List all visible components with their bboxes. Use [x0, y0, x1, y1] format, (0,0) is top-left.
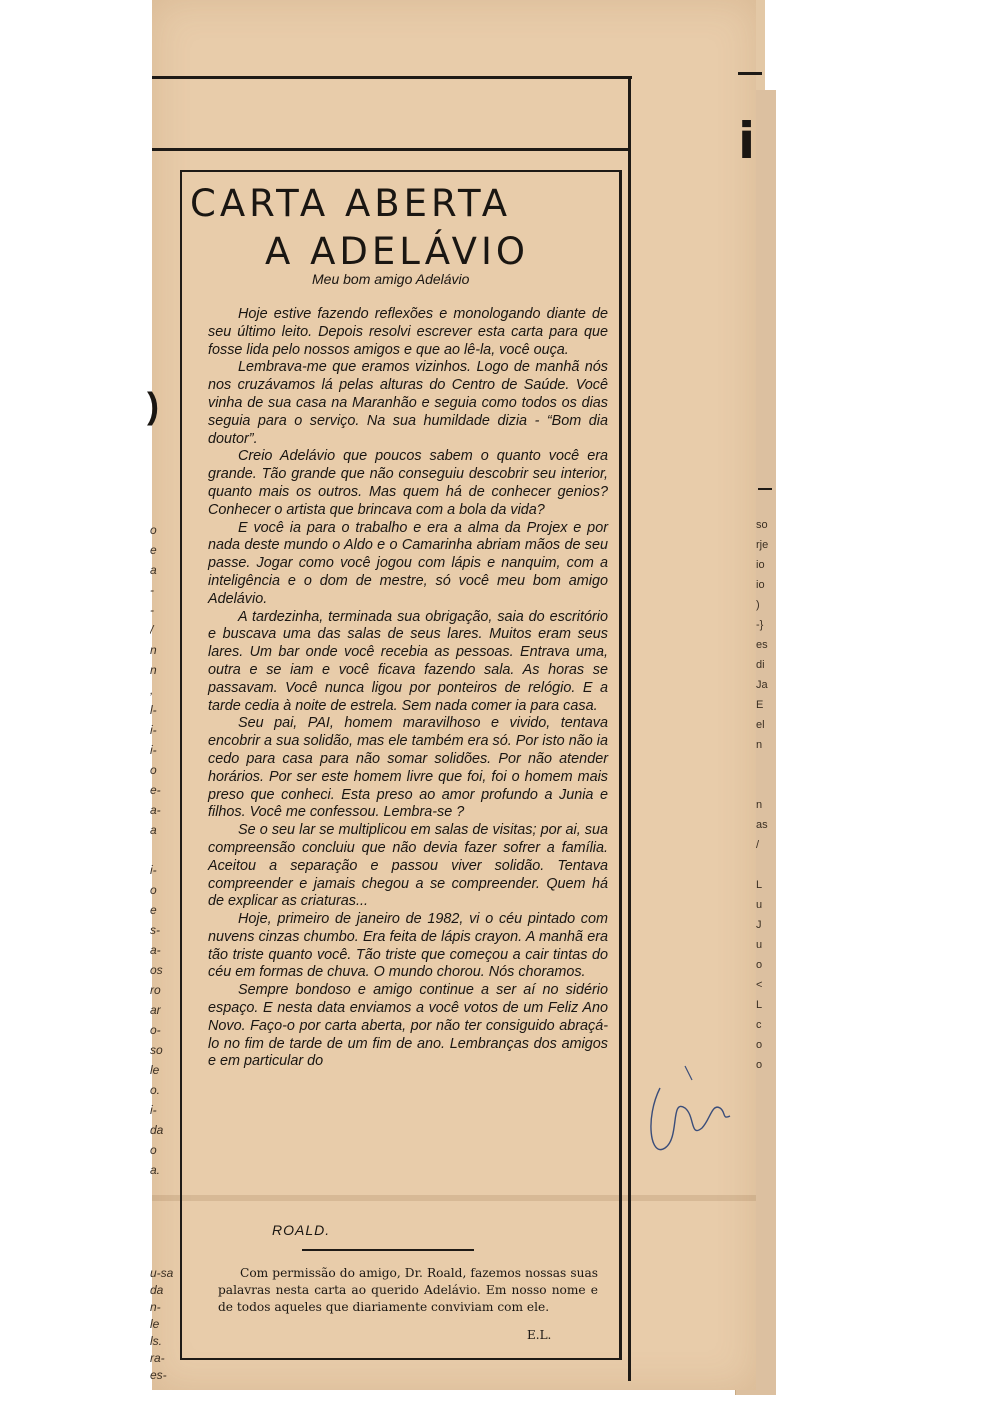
text-fragment: / [756, 839, 760, 851]
text-fragment: io [756, 579, 765, 591]
text-fragment [150, 840, 163, 860]
text-fragment: o [756, 1039, 763, 1051]
text-fragment: a [150, 563, 157, 577]
text-fragment: u-sa [150, 1266, 174, 1280]
text-fragment: o [756, 959, 763, 971]
adjacent-column-glyph: ) [147, 385, 159, 426]
handwritten-scribble [640, 1058, 735, 1168]
text-fragment: a- [150, 803, 161, 817]
text-fragment: el [756, 719, 765, 731]
paragraph: Se o seu lar se multiplicou em salas de visitas; por ai, sua compreensão concluiu que não devia fazer sofrer a família. Aceitou a separação e passou viver solidão. Tentava compreender e jamais chegou a se compreender. Quem há de explicar as criaturas... [208, 822, 608, 910]
text-fragment: es [756, 639, 768, 651]
text-fragment: o [150, 883, 157, 897]
text-fragment: - [150, 603, 154, 617]
paragraph: Hoje estive fazendo reflexões e monologando diante de seu último leito. Depois resolvi escrever esta carta para que fosse lida pelo nossos amigos e que ao lê-la, você ouça. [208, 306, 608, 358]
text-fragment: rje [756, 539, 769, 551]
adjacent-column-fragments-right [756, 515, 768, 1075]
text-fragment: e [150, 543, 157, 557]
text-fragment: u [756, 899, 763, 911]
text-fragment: o [150, 763, 157, 777]
text-fragment: n [150, 663, 157, 677]
text-fragment: J [756, 919, 762, 931]
paragraph: Lembrava-me que eramos vizinhos. Logo de manhã nós nos cruzávamos lá pelas alturas do Centro de Saúde. Você vinha de sua casa na Maranhão e seguia como todos os dias seguia para o serviço. Na sua humildade dizia - “Bom dia doutor”. [208, 359, 608, 447]
text-fragment: Ja [756, 679, 768, 691]
text-fragment: s- [150, 923, 160, 937]
text-fragment: i- [150, 723, 157, 737]
editor-initials: E.L. [527, 1328, 552, 1342]
text-fragment: l- [150, 703, 157, 717]
text-fragment: ra- [150, 1351, 165, 1365]
text-fragment: E [756, 699, 764, 711]
text-fragment: n [756, 799, 763, 811]
text-fragment: < [756, 979, 763, 991]
text-fragment: le [150, 1317, 160, 1331]
column-rule-top [152, 76, 632, 79]
text-fragment: o- [150, 1023, 161, 1037]
signature: ROALD. [272, 1222, 331, 1238]
paragraph: E você ia para o trabalho e era a alma da Projex e por nada deste mundo o Aldo e o Camarinha abriam mãos de seu passe. Jogar como você jogou com lápis e nanquim, com a inteligência e o dom de mestre, só você meu bom amigo Adelávio. [208, 519, 608, 607]
text-fragment: os [150, 963, 163, 977]
column-rule-second [152, 148, 630, 151]
text-fragment: a. [150, 1163, 161, 1177]
text-fragment: i- [150, 743, 157, 757]
column-divider-right [628, 76, 631, 1381]
text-fragment: L [756, 999, 763, 1011]
paragraph: Sempre bondoso e amigo continue a ser aí no sidério espaço. E nesta data enviamos a você votos de um Feliz Ano Novo. Faço-o por carta aberta, por não ter consiguido abraçá-lo no fim de tarde de um fim de ano. Lembranças dos amigos e em particular do [208, 982, 608, 1070]
text-fragment: / [150, 623, 154, 637]
text-fragment: es- [150, 1368, 167, 1382]
text-fragment: so [756, 519, 768, 531]
greeting: Meu bom amigo Adelávio [312, 271, 470, 287]
text-fragment: ) [756, 599, 760, 611]
text-fragment: n [756, 739, 763, 751]
text-fragment: da [150, 1123, 164, 1137]
text-fragment: a- [150, 943, 161, 957]
signature-rule [302, 1249, 474, 1251]
paragraph: A tardezinha, terminada sua obrigação, saia do escritório e buscava uma das salas de seus lares. Muitos eram seus lares. Um bar onde você recebia as pessoas. Entrava uma, outra e se iam e você ficava fazendo sala. As horas se passavam. Você nunca ligou por ponteiros de relógio. E a tarde cedia à noite de estrela. Sem nada comer ia para casa. [208, 608, 608, 714]
text-fragment: u [756, 939, 763, 951]
text-fragment [756, 855, 768, 875]
adjacent-headline-glyph: i [738, 112, 756, 170]
text-fragment: c [756, 1019, 762, 1031]
adjacent-column-fragments-left [150, 520, 163, 1180]
text-fragment: di [756, 659, 765, 671]
title-line-1: CARTA ABERTA [190, 182, 512, 225]
text-fragment [756, 775, 768, 795]
text-fragment [756, 755, 768, 775]
text-fragment: o. [150, 1083, 161, 1097]
text-fragment: - [150, 583, 154, 597]
editor-note-text: Com permissão do amigo, Dr. Roald, fazemos nossas suas palavras nesta carta ao querido Adelávio. Em nosso nome e de todos aqueles que diariamente conviviam com ele. [218, 1266, 598, 1315]
text-fragment: -} [756, 619, 764, 631]
title-line-2: A ADELÁVIO [265, 230, 530, 273]
paragraph: Seu pai, PAI, homem maravilhoso e vivido, tentava encobrir a sua solidão, mas ele também era só. Por isto não ia cedo para casa para não somar solidões. Por não atender horários. Por ser este homem livre que foi, foi o homem mais preso que conheci. Esta preso ao amor profundo a Junia e filhos. Você me confessou. Lembra-se ? [208, 715, 608, 821]
text-fragment: a [150, 823, 157, 837]
editor-note [218, 1265, 598, 1317]
text-fragment: ar [150, 1003, 161, 1017]
adjacent-rule-mid [758, 488, 772, 490]
text-fragment: ls. [150, 1334, 162, 1348]
text-fragment: o [150, 1143, 157, 1157]
text-fragment: da [150, 1283, 164, 1297]
text-fragment: n [150, 643, 157, 657]
text-fragment: , [150, 683, 154, 697]
article-body [208, 306, 608, 1071]
text-fragment: so [150, 1043, 163, 1057]
paragraph: Hoje, primeiro de janeiro de 1982, vi o céu pintado com nuvens cinzas chumbo. Era feita de lápis crayon. A manhã era tão triste quanto você. Tão triste que começou a cair tintas do céu em formas de chuva. O mundo chorou. Nós choramos. [208, 911, 608, 981]
text-fragment: e- [150, 783, 161, 797]
text-fragment: ro [150, 983, 161, 997]
text-fragment: i- [150, 1103, 157, 1117]
article-title [190, 180, 610, 276]
text-fragment: as [756, 819, 768, 831]
text-fragment: io [756, 559, 765, 571]
text-fragment: le [150, 1063, 160, 1077]
adjacent-rule-top [738, 72, 762, 75]
text-fragment: o [756, 1059, 763, 1071]
paragraph: Creio Adelávio que poucos sabem o quanto você era grande. Tão grande que não conseguiu descobrir seu interior, quanto mais os outros. Mas quem há de conhecer genios? Conhecer o artista que brincava com a bola da vida? [208, 448, 608, 518]
text-fragment: i- [150, 863, 157, 877]
text-fragment: n- [150, 1300, 161, 1314]
text-fragment: e [150, 903, 157, 917]
adjacent-column-fragments-left-bottom [150, 1265, 173, 1384]
text-fragment: o [150, 523, 157, 537]
text-fragment: L [756, 879, 763, 891]
